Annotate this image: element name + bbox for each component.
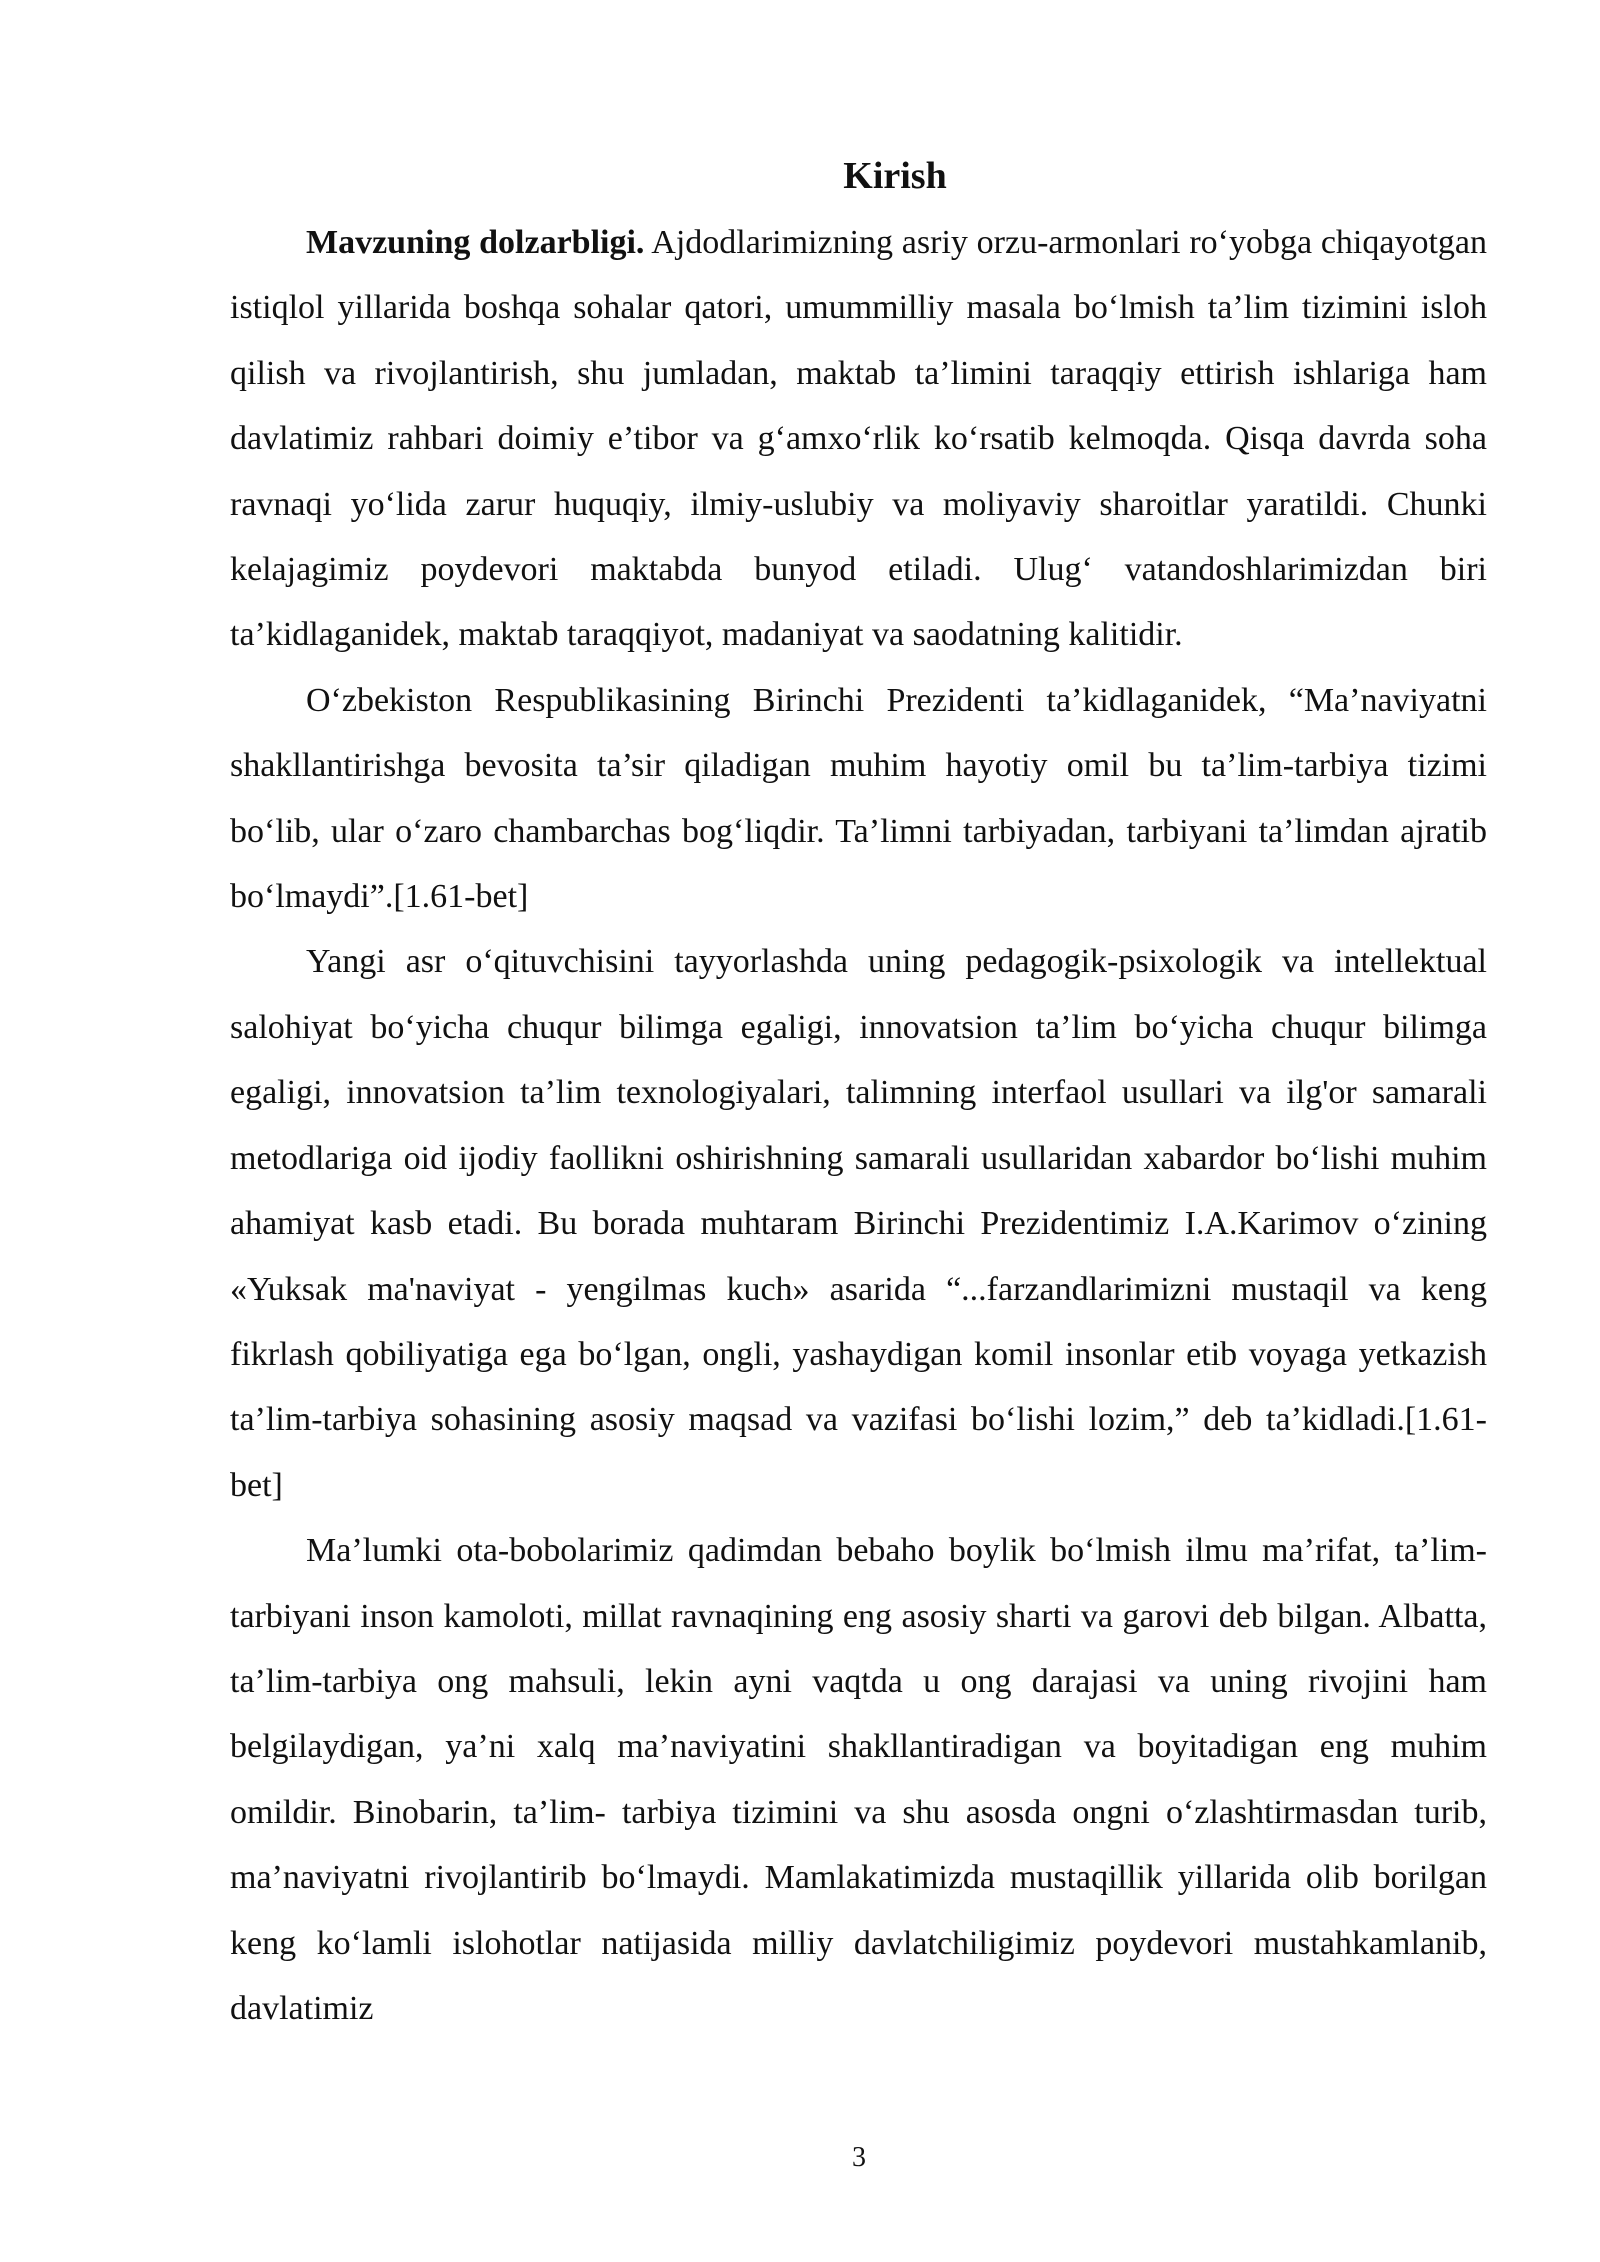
paragraph-lead: Mavzuning dolzarbligi. xyxy=(306,224,645,261)
paragraph-text: Ajdodlarimizning asriy orzu-armonlari ro‘yobga chiqayotgan istiqlol yillarida boshqa sohalar qatori, umummilliy masala bo‘lmish ta’lim tizimini isloh qilish va rivojlantirish, shu jumladan, maktab ta’limini taraqqiy ettirish ishlariga ham davlatimiz rahbari doimiy e’tibor va g‘amxo‘rlik ko‘rsatib kelmoqda. Qisqa davrda soha ravnaqi yo‘lida zarur huquqiy, ilmiy-uslubiy va moliyaviy sharoitlar yaratildi. Chunki kelajagimiz poydevori maktabda bunyod etiladi. Ulug‘ vatandoshlarimizdan biri ta’kidlaganidek, maktab taraqqiyot, madaniyat va saodatning kalitidir. xyxy=(230,224,1487,654)
paragraph-text: Ma’lumki ota-bobolarimiz qadimdan bebaho boylik bo‘lmish ilmu ma’rifat, ta’lim-tarbiyani inson kamoloti, millat ravnaqining eng asosiy sharti va garovi deb bilgan. Albatta, ta’lim-tarbiya ong mahsuli, lekin ayni vaqtda u ong darajasi va uning rivojini ham belgilaydigan, ya’ni xalq ma’naviyatini shakllantiradigan va boyitadigan eng muhim omildir. Binobarin, ta’lim- tarbiya tizimini va shu asosda ongni o‘zlashtirmasdan turib, ma’naviyatni rivojlantirib bo‘lmaydi. Mamlakatimizda mustaqillik yillarida olib borilgan keng ko‘lamli islohotlar natijasida milliy davlatchiligimiz poydevori mustahkamlanib, davlatimiz xyxy=(230,1532,1487,2027)
page-number: 3 xyxy=(852,2142,866,2173)
paragraph-president-quote xyxy=(230,668,1487,930)
paragraph-text: Yangi asr o‘qituvchisini tayyorlashda uning pedagogik-psixologik va intellektual salohiyat bo‘yicha chuqur bilimga egaligi, innovatsion ta’lim bo‘yicha chuqur bilimga egaligi, innovatsion ta’lim texnologiyalari, talimning interfaol usullari va ilg'or samarali metodlariga oid ijodiy faollikni oshirishning samarali usullaridan xabardor bo‘lishi muhim ahamiyat kasb etadi. Bu borada muhtaram Birinchi Prezidentimiz I.A.Karimov o‘zining «Yuksak ma'naviyat - yengilmas kuch» asarida “...farzandlarimizni mustaqil va keng fikrlash qobiliyatiga ega bo‘lgan, ongli, yashaydigan komil insonlar etib voyaga yetkazish ta’lim-tarbiya sohasining asosiy maqsad va vazifasi bo‘lishi lozim,” deb ta’kidladi.[1.61-bet] xyxy=(230,943,1487,1504)
body-text xyxy=(230,210,1487,2041)
section-heading: Kirish xyxy=(843,155,947,197)
paragraph-relevance xyxy=(230,210,1487,668)
paragraph-new-teacher xyxy=(230,929,1487,1518)
paragraph-text: O‘zbekiston Respublikasining Birinchi Prezidenti ta’kidlaganidek, “Ma’naviyatni shakllantirishga bevosita ta’sir qiladigan muhim hayotiy omil bu ta’lim-tarbiya tizimi bo‘lib, ular o‘zaro chambarchas bog‘liqdir. Ta’limni tarbiyadan, tarbiyani ta’limdan ajratib bo‘lmaydi”.[1.61-bet] xyxy=(230,681,1487,916)
paragraph-ancestors xyxy=(230,1518,1487,2041)
